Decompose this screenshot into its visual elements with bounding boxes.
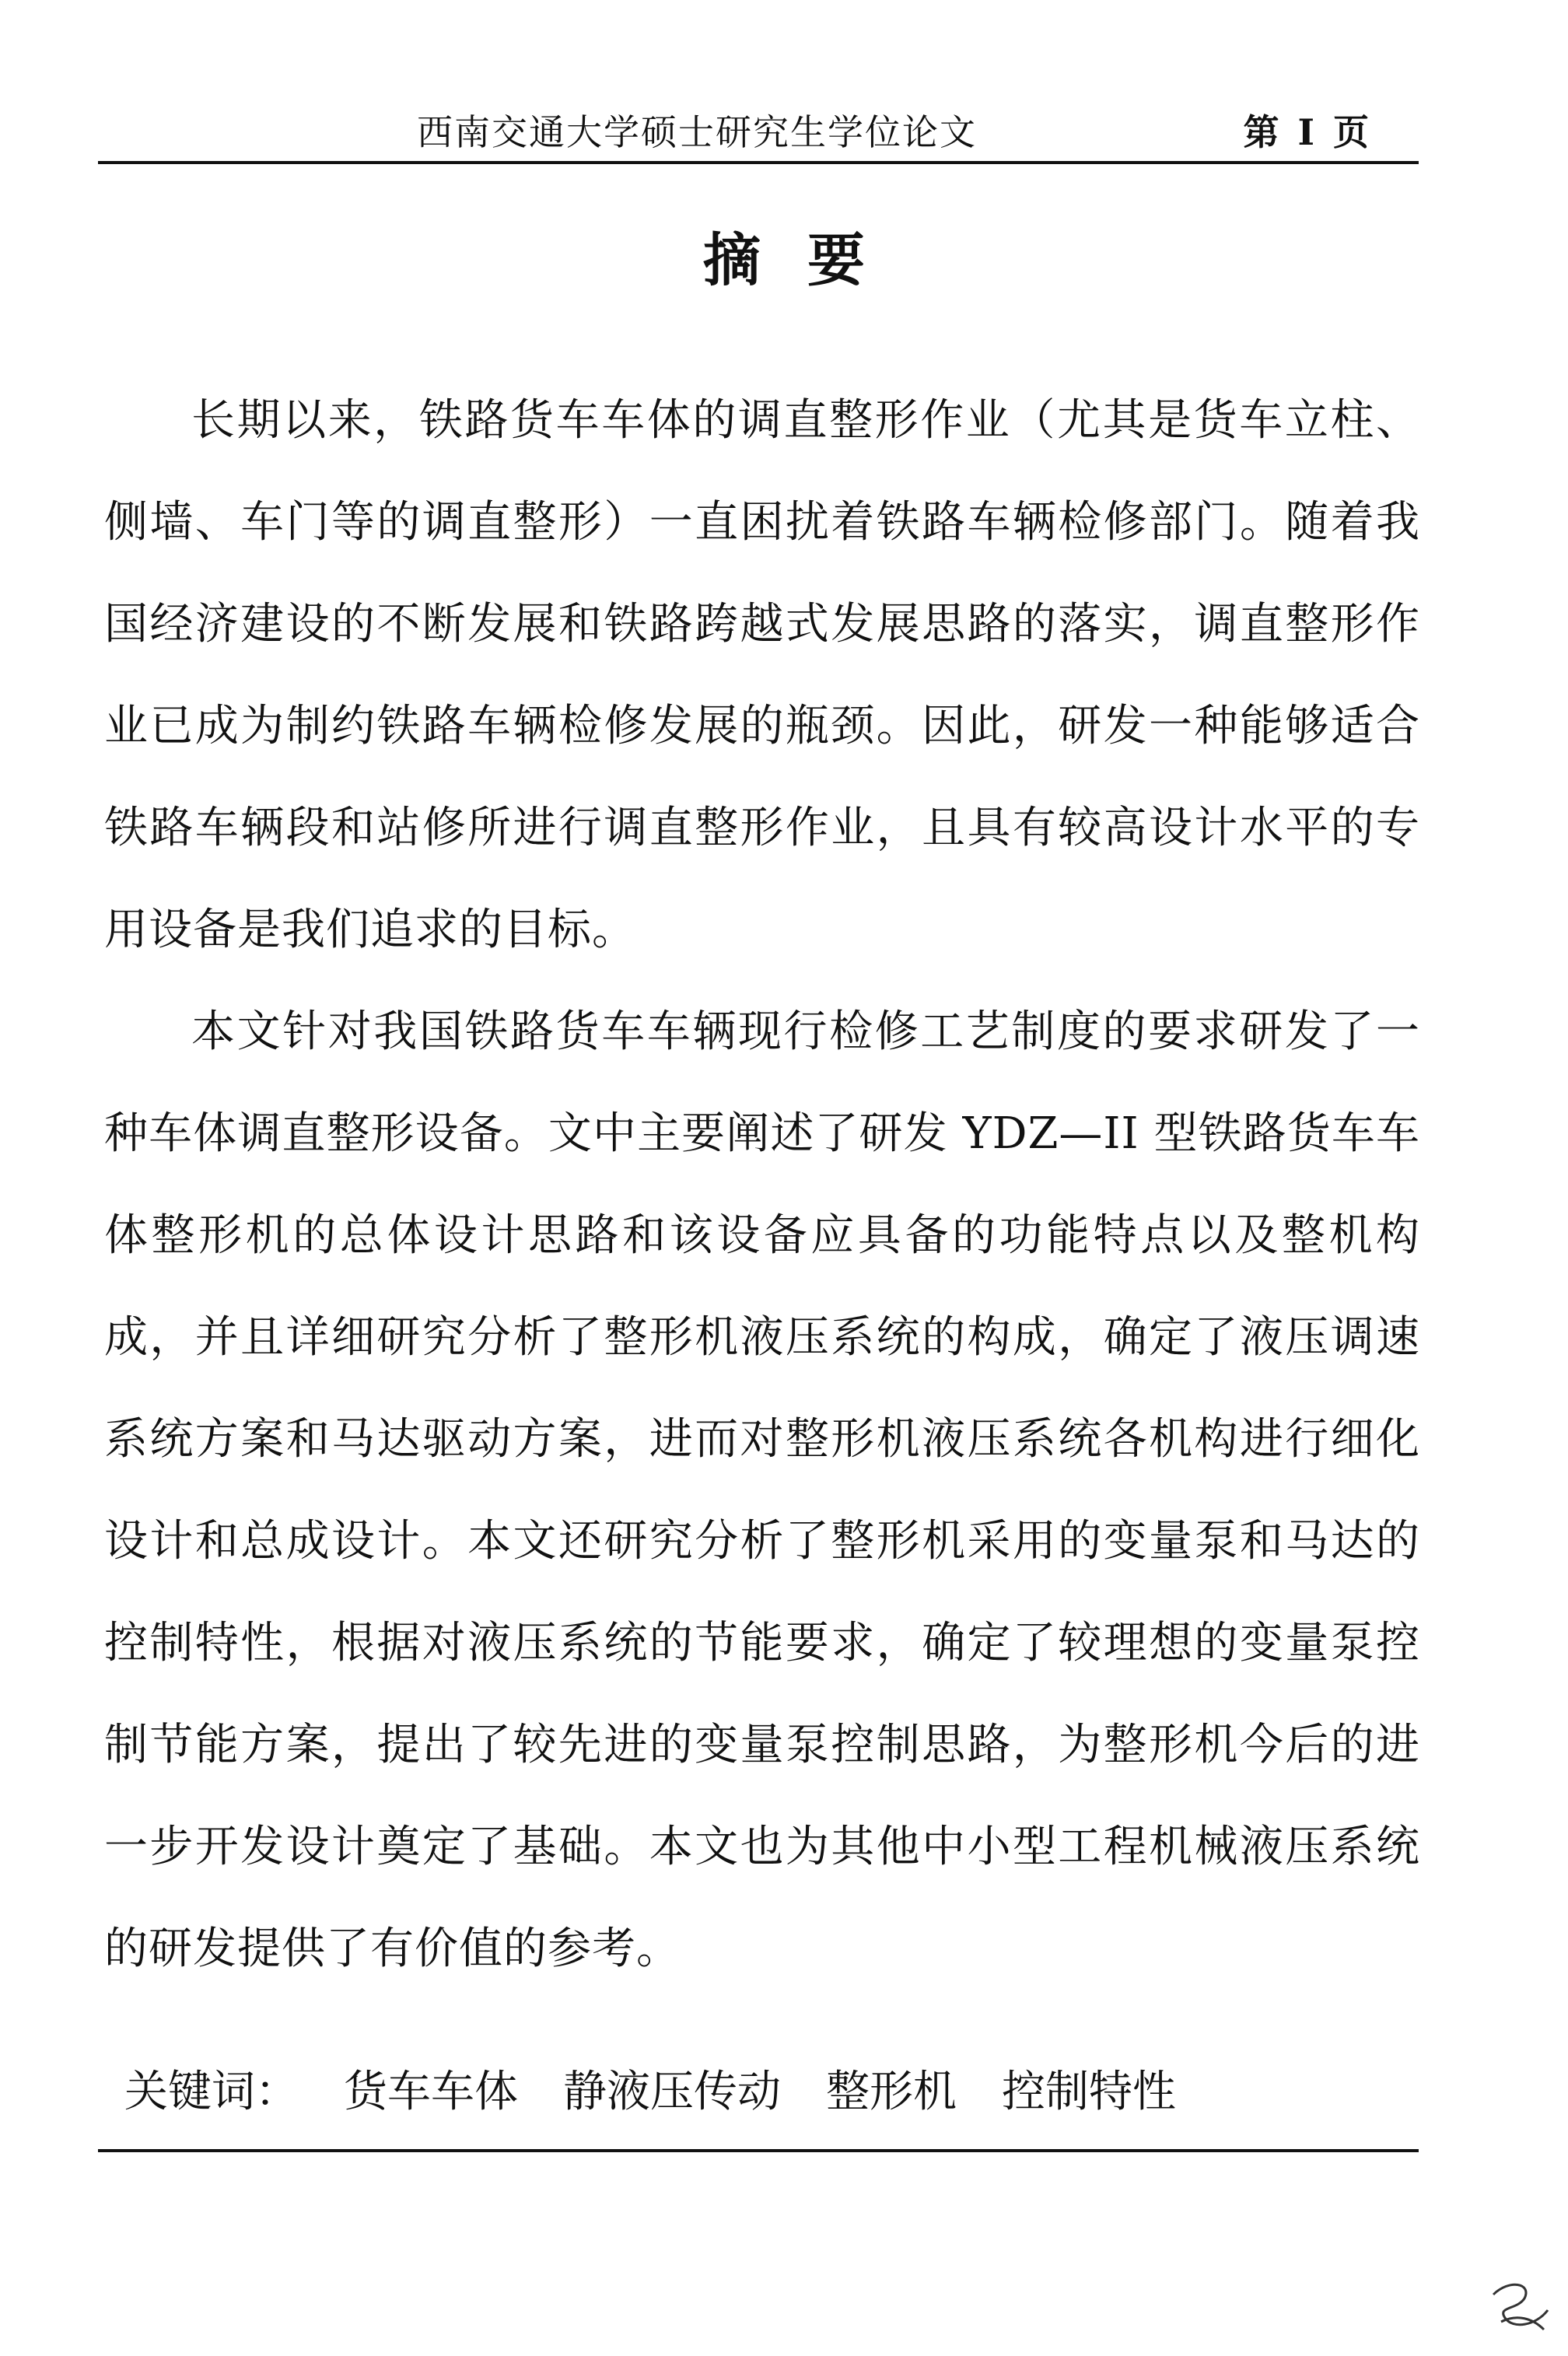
header-page-number: 第 I 页 — [1243, 111, 1372, 153]
abstract-paragraph-2: 本文针对我国铁路货车车辆现行检修工艺制度的要求研发了一种车体调直整形设备。文中主要阐述了研发 YDZ—II 型铁路货车车体整形机的总体设计思路和该设备应具备的功能特点以及整机构成，并且详细研究分析了整形机液压系统的构成，确定了液压调速系统方案和马达驱动方案，进而对整形机液压系统各机构进行细化设计和总成设计。本文还研究分析了整形机采用的变量泵和马达的控制特性，根据对液压系统的节能要求，确定了较理想的变量泵控制节能方案，提出了较先进的变量泵控制思路，为整形机今后的进一步开发设计奠定了基础。本文也为其他中小型工程机械液压系统的研发提供了有价值的参考。 — [104, 1006, 1420, 1974]
abstract-paragraph-1: 长期以来，铁路货车车体的调直整形作业（尤其是货车立柱、侧墙、车门等的调直整形）一直困扰着铁路车辆检修部门。随着我国经济建设的不断发展和铁路跨越式发展思路的落实，调直整形作业已成为制约铁路车辆检修发展的瓶颈。因此，研发一种能够适合铁路车辆段和站修所进行调直整形作业，且具有较高设计水平的专用设备是我们追求的目标。 — [104, 395, 1420, 955]
abstract-body — [104, 369, 1420, 2000]
keywords-line — [124, 2061, 1176, 2123]
keyword-1: 货车车体 — [344, 2067, 518, 2117]
keyword-4: 控制特性 — [1002, 2067, 1176, 2117]
abstract-title: 摘要 — [703, 227, 912, 294]
header-rule — [98, 161, 1419, 164]
pen-scribble-mark — [1478, 2263, 1556, 2341]
keyword-2: 静液压传动 — [563, 2067, 781, 2117]
header-title: 西南交通大学硕士研究生学位论文 — [417, 111, 977, 153]
keyword-3: 整形机 — [826, 2067, 957, 2117]
keywords-label: 关键词： — [124, 2067, 299, 2117]
page-header — [98, 109, 1419, 156]
footer-rule — [98, 2149, 1419, 2152]
